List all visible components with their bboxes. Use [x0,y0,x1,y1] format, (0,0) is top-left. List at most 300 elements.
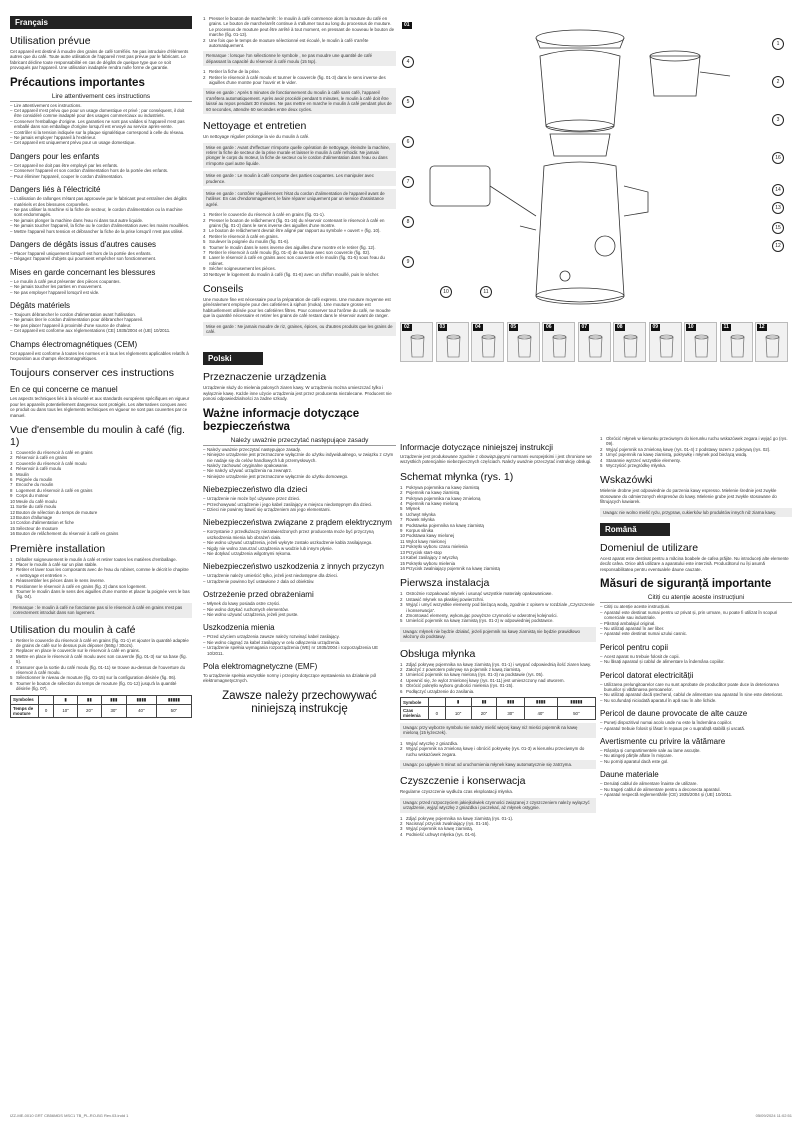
thumbnail-badge: 10 [688,324,694,330]
list-item: 1 Retirer le couvercle du réservoir à café en grains (fig. 01-1). [203,212,325,218]
symbol-cell: ▮ [445,698,471,707]
usage-list [10,638,192,692]
ro-intended-use-text: Acest aparat este destinat pentru a măcina boabele de cafea prăjite. Nu introduceți alte elemente decât cafea. Orice altă utilizare a aparatului este interzisă. Producătorul nu își asumă responsabilitatea pentru eventualele daune cauzate. [600,556,789,572]
list-item: 2 Wyjąć pojemnik na zmieloną kawę (rys. 01-4) z podstawy razem z pokrywą (rys. 02). [600,446,771,452]
list-item: – Nu trageți cablul de alimentare pentru a deconecta aparatul. [600,787,792,792]
list-item: 1 Presser le bouton de marche/arrêt : le moulin à café commence alors la mouture du café en grains. Le bouton de marche/arrêt continue à s'allumer tout au long du processus de mouture. Le processus de mouture peut être arrêté à tout moment, en pressant de nouveau le bouton de marche (fig. 01-13). [203,16,395,38]
list-item: 1 Ostrożnie rozpakować młynek i usunąć wszystkie materiały opakowaniowe. [400,591,553,597]
list-item: – Ne jamais toucher l'appareil, la fiche ou le cordon d'alimentation avec les mains mouillées. [10,223,192,228]
list-item: – Dzieci nie powinny bawić się urządzeniem ani jego elementami. [203,507,396,512]
list-item: 4 Réassembler les pièces dans le sens inverse. [10,578,106,584]
footer-file-info: IZZ-ME-0010 GRT CB56MDS MSC1 TB_PL-RO-BG Rev.03.indd 1 [10,1113,129,1118]
list-item: 4 Upewnić się, że wylot zmielonej kawy (rys. 01-11) jest umieszczony nad otworem. [400,677,565,683]
step-thumbnail [436,322,469,362]
part-item: 8 Podstawka pojemnika na kawę ziarnistą [400,522,484,528]
pl-intended-use-title: Przeznaczenie urządzenia [203,371,327,384]
ro-children-title: Pericol pentru copii [600,642,669,652]
symbol-cell [429,698,446,707]
list-item: 1 Wyjąć wtyczkę z gniazdka. [400,740,459,746]
list-item: 6 Tourner le bouton de sélection du temps de mouture (fig. 01-12) jusqu'à la quantité désirée (fig. 07). [10,680,177,692]
pl-children-title: Niebezpieczeństwo dla dzieci [203,485,308,495]
list-item: 1 Obrócić młynek w kierunku przeciwnym do kierunku ruchu wskazówek zegara i wyjąć go (rys. 09). [600,436,788,447]
material-damage-title: Dégâts matériels [10,300,71,310]
injury-title: Mises en garde concernant les blessures [10,267,156,277]
list-item: – Acest aparat nu trebuie folosit de copii. [600,654,792,659]
part-item: 7 Encoche du moulin [10,482,54,488]
list-item: – Urządzenie należy umieścić tylko, jeżeli jest niedostępne dla dzieci. [203,573,396,578]
list-item: 7 Retirer le réservoir à café moulu (fig. 01-4) de sa base avec son couvercle (fig. 02). [203,250,371,255]
cleaning-text: Un nettoyage régulier prolonge la vie du moulin à café. [203,134,310,140]
tips-text: Une mouture fine est nécessaire pour la préparation de café express. Une mouture moyenne est généralement employée pour des cafetières à siphon (moka). Une mouture grosse est habituellement utilisée pour les cafetières filtres. Pour conserver tout l'arôme du café, ne moudre que la quantité nécessaire et retirer les grains de café restant dans le réservoir avant de ranger. [203,297,391,319]
part-item: 11 Sortie du café moulu [10,504,57,510]
list-item: – Mettre l'appareil hors tension et débrancher la fiche de la prise lorsqu'il n'est pas utilisé. [10,229,192,234]
pl-diagram-title: Schemat młynka (rys. 1) [400,470,514,483]
ro-injury-title: Avertismente cu privire la vătămare [600,736,726,746]
electric-danger-title: Dangers liés à l'électricité [10,185,101,195]
material-damage-list [10,312,192,334]
ro-intended-use-title: Domeniul de utilizare [600,542,699,555]
step-thumbnail [613,322,646,362]
pl-cleaning-steps [400,816,596,838]
list-item: 5 Soulever la poignée du moulin (fig. 01-6). [203,239,290,245]
part-item: 11 Wylot kawy mielonej [400,538,446,544]
list-item: 6 Tourner le moulin dans le sens inverse des aiguilles d'une montre et le retirer (fig. 12). [203,244,376,250]
pl-safety-list [203,447,396,479]
list-item: – Nigdy nie wolno zanurzać urządzenia w wodzie lub innym płynie. [203,546,396,551]
ro-safety-list [600,604,792,636]
other-damage-list [10,251,192,262]
list-item: – Młynek do kawy posiada ostre części. [203,601,396,606]
pl-injury-title: Ostrzeżenie przed obrażeniami [203,590,314,600]
callout-6: 6 [402,136,414,148]
pl-usage-title: Obsługa młynka [400,647,476,660]
callout-2: 2 [772,76,784,88]
table-cell: 30'' [101,704,126,717]
ro-safety-subtitle: Citiți cu atenție aceste instrucțiuni [600,594,792,603]
part-item: 6 Poignée du moulin [10,477,53,483]
list-item: – Należy zachować oryginalne opakowanie. [203,463,396,468]
overview-title: Vue d'ensemble du moulin à café (fig. 1) [10,424,185,449]
list-item: 8 Laver le réservoir à café en grains avec son couvercle et le moulin (fig. 01-5) sous l'eau du robinet. [203,255,385,266]
pl-children-list [203,496,396,512]
list-item: – Conserver l'emballage d'origine. Les garanties ne sont pas valides si l'appareil n'est pas emballé dans son emballage d'origine lorsqu'il est envoyé au service après-vente. [10,119,192,130]
list-item: 2 Założyć z powrotem pokrywę na pojemnik z kawą ziarnistą. [400,666,522,672]
cleaning-note-2: Mise en garde : Le moulin à café comporte des parties coupantes. Les manipuler avec prudence. [203,171,396,186]
list-item: – Nu scufundați niciodată aparatul în apă sau în alte lichide. [600,698,792,703]
emf-title: Champs électromagnétiques (CEM) [10,339,138,349]
list-item: – Nie dotykać urządzenia wilgotnymi rękoma. [203,551,396,556]
list-item: 3 Umieścić pojemnik na kawę mieloną (rys. 01-3) na podstawie (rys. 05). [400,672,544,678]
list-item: 2 Replacer en place le couvercle sur le réservoir à café en grains. [10,648,140,654]
list-item: 2 Retirer le réservoir à café moulu et tourner le couvercle (fig. 01-3) dans le sens inverse des aiguilles d'une montre pour l'ouvrir et le vider. [203,74,386,86]
column-french [10,0,192,1122]
table-cell: 50'' [557,707,595,720]
list-item: 9 Sécher soigneusement les pièces. [203,266,276,272]
callout-1: 1 [772,38,784,50]
list-item: – Dégagez l'appareil d'objets qui pourraient empêcher son fonctionnement. [10,256,192,261]
callout-10: 10 [440,286,452,298]
figure-1-area [400,16,792,316]
list-item: – Aparatul este destinat numai uzului casnic. [600,631,792,636]
table-cell: 10'' [445,707,471,720]
thumbnail-badge: 07 [581,324,588,330]
column-french-polish [203,0,396,1122]
list-item: – Derulați cablul de alimentare înainte de utilizare. [600,781,792,786]
part-item: 1 Pokrywa pojemnika na kawę ziarnistą [400,484,480,490]
pl-electric-title: Niebezpieczeństwa związane z prądem elektrycznym [203,518,392,528]
symbol-cell: ▮▮▮ [497,698,524,707]
list-item: 2 Nacisnąć przycisk zwalniający (rys. 01-16). [400,821,490,827]
pl-tips-text: Mielenie drobne jest odpowiednie do parzenia kawy espresso. Mielenie średnie jest zwykle stosowane do odmierzonych ekspresów do kawy. Mielenie grube jest zwykle stosowane do filtrujących kawiarek. [600,488,777,505]
list-item: 10 Nettoyer le logement du moulin à café (fig. 01-8) avec un chiffon mouillé, puis le sécher. [203,271,380,277]
usage-title: Utilisation du moulin à café [10,623,136,636]
ro-electric-title: Pericol datorat electricității [600,670,694,680]
list-item: – Niniejsze urządzenie jest przeznaczone wyłącznie do użytku indywidualnego, w związku z czym nie nadaje się do celów handlowych lub przemysłowych. [203,452,396,463]
list-item: – Nie wolno używać urządzenia, jeżeli jest puste. [203,612,396,617]
tips-note: Mise en garde : Ne jamais moudre de riz, graines, épices, ou d'autres produits que les grains de café. [203,322,396,337]
callout-5: 5 [402,96,414,108]
part-item: 15 Sélecteur de mouture [10,525,58,531]
thumbnail-badge: 02 [404,324,410,330]
list-item: – Urządzenie nie może być używane przez dzieci. [203,496,396,501]
children-danger-list [10,163,192,179]
list-item: – Ne jamais toucher les parties en mouvement. [10,284,192,289]
thumbnail-badge: 04 [475,324,481,330]
thumbnail-badge: 12 [759,324,765,330]
list-item: – Nie wolno używać urządzenia, jeżeli wykryte zostało uszkodzenie kabla zasilającego. [203,540,396,545]
part-item: 5 Młynek [400,506,420,512]
pl-after-use-list [400,741,596,757]
ro-material-list [600,781,792,797]
list-item: – Cet appareil n'est prévu que pour un usage domestique et privé ; par conséquent, il doit être considéré comme inadapté pour des usages commerciaux ou industriels. [10,108,192,119]
ro-material-title: Daune materiale [600,770,659,780]
symbol-cell: ▮▮ [471,698,497,707]
pl-about-manual-text: Urządzenie jest produkowane zgodnie z obowiązującymi normami europejskimi i jest chronione we wszystkich potencjalnie niebezpiecznych częściach. Należy uważnie przeczytać instrukcję obsługi. [400,454,592,465]
part-item: 14 Kabel zasilający z wtyczką [400,555,458,561]
list-item: 1 Déballer soigneusement le moulin à café et retirer toutes les matières d'emballage. [10,556,177,562]
part-item: 4 Pojemnik na kawę mieloną [400,501,459,507]
polish-romanian [600,436,792,797]
table-header: Symboles [11,695,39,704]
tips-title: Conseils [203,283,244,296]
usage-note: Remarque : lorsque l'on sélectionne le symbole , ne pas moudre une quantité de café dépassant la capacité du réservoir à café moulu (15 tsp). [203,51,396,66]
pl-emf-title: Pola elektromagnetyczne (EMF) [203,662,318,672]
pl-first-install-list [400,591,596,623]
table-cell: 0 [39,704,54,717]
part-item: 13 Bouton d'allumage [10,514,53,520]
list-item: – Conserver l'appareil et son cordon d'alimentation hors de la portée des enfants. [10,168,192,173]
pl-auto-stop-note: Uwaga: po upływie 5 minut od uruchomienia młynek kawy automatycznie się zatrzyma. [400,760,596,769]
list-item: 2 Ustawić młynek na płaskiej powierzchni. [400,596,485,602]
list-item: – Korzystanie z przedłużaczy niezatwierdzonych przez producenta może być przyczyną uszkodzenia mienia lub obrażeń ciała. [203,529,396,540]
callout-9: 9 [402,256,414,268]
part-item: 2 Pojemnik na kawę ziarnistą [400,490,460,496]
table-cell: 50'' [156,704,191,717]
part-item: 9 Korpus silnika [400,528,434,534]
list-item: – Contrôler si la tension indiquée sur la plaque signalétique correspond à celle du réseau. [10,130,192,135]
list-item: – Nie wolno ciągnąć za kabel zasilający w celu odłączenia urządzenia. [203,640,396,645]
pl-safety-title: Ważne informacje dotyczące bezpieczeństwa [203,407,360,433]
part-item: 5 Moulin [10,471,29,477]
callout-14: 14 [772,184,784,196]
part-item: 14 Cordon d'alimentation et fiche [10,520,74,526]
first-install-note: Remarque : le moulin à café ne fonctionne pas si le réservoir à café en grains n'est pas correctement introduit dans son logement. [10,603,192,618]
pl-cleaning-note: Uwaga: przed rozpoczęciem jakiejkolwiek czynności związanej z czyszczeniem należy wyłączyć urządzenie, wyjąć wtyczkę z gniazdka i poczekać, aż młynek ostygnie. [400,798,596,813]
column-figures-polish-romanian [400,0,792,1122]
cleaning-title: Nettoyage et entretien [203,120,307,133]
pl-usage-note: Uwaga: przy wyborze symbolu nie należy mielić więcej kawy niż mieści pojemnik na kawę mieloną (15 łyżeczek). [400,723,596,738]
intended-use-text: Cet appareil est destiné à moudre des grains de café torréfiés. Ne pas introduire d'éléments autres que du café. Toute autre utilisation de l'appareil n'est pas prévue par le fabricant. Le fabricant décline toute responsabilité en cas de dégâts de quelque type que ce soit provoqués par l'appareil. Une utilisation inadaptée rendra nulle forme de garantie. [10,49,189,71]
list-item: – Aparatul respectă reglementările (CE) 1935/2004 și (UE) 10/2011. [600,792,792,797]
callout-16: 16 [772,152,784,164]
cleaning-note-1: Mise en garde : Avant d'effectuer n'importe quelle opération de nettoyage, éteindre la machine, retirer la fiche de secteur de la prise murale et laisser le moulin à café refroidir. Ne jamais plonger le corps du moteur, la fiche de secteur ou le cordon d'alimentation dans l'eau ou dans n'importe quel autre liquide. [203,143,396,169]
cleaning-note-3: Mise en garde : contrôler régulièrement l'état du cordon d'alimentation de l'appareil avant de l'utiliser. En cas d'endommagement, le faire réparer uniquement par un service d'assistance agréé. [203,189,396,209]
list-item: 5 Obrócić pokrętło wyboru grubości mielenia (rys. 01-15). [400,683,514,689]
table-cell: 40'' [524,707,557,720]
list-item: 5 Wyczyścić przegródkę młynka. [600,463,666,469]
table-cell: 20'' [77,704,101,717]
list-item: 2 Une fois que le temps de mouture sélectionné est écoulé, le moulin à café s'arrête automatiquement. [203,37,369,49]
list-item: 5 Positionner le réservoir à café en grains (fig. 2) dans son logement. [10,583,147,589]
thumbnail-badge: 09 [652,324,659,330]
list-item: – Le moulin à café peut présenter des pièces coupantes. [10,279,192,284]
step-thumbnail [542,322,575,362]
callout-12: 12 [772,240,784,252]
part-item: 16 Przycisk zwalniający pojemnik na kawę ziarnistą [400,565,500,571]
emf-text: Cet appareil est conforme à toutes les normes et à tous les règlements applicables relatifs à l'exposition aux champs électromagnétiques. [10,350,189,361]
safety-subtitle: Lire attentivement ces instructions [10,93,192,102]
symbol-cell: ▮▮▮ [101,695,126,704]
overheat-note: Mise en garde : Après 5 minutes de fonctionnement du moulin à café sans café, l'appareil s'arrêtera automatiquement. Après avoir procédé pendant 5 minutes, le moulin à café doit être laissé au repos pendant 30 minutes. Ne pas mettre en marche le moulin à café pendant plus de 60 secondes, attendre 60 secondes entre deux cycles. [203,88,396,114]
list-item: – Nie należy używać urządzenia na zewnątrz. [203,468,396,473]
parts-list [10,450,192,537]
list-item: 3 Umyć pojemnik na kawę ziarnistą, pokrywkę i młynek pod bieżącą wodą. [600,452,748,458]
pl-safety-subtitle: Należy uważnie przeczytać następujące zasady [203,437,396,446]
lang-header-romanian: Română [600,523,670,536]
symbol-cell [39,695,54,704]
pl-injury-list [203,601,396,617]
part-item: 16 Bouton de relâchement du réservoir à café en grains [10,531,119,537]
list-item: 3 Retirer et laver tous les composants avec de l'eau du robinet, comme le décrit le chapitre « nettoyage et entretien ». [10,567,189,578]
manual-title: En ce qui concerne ce manuel [10,385,118,395]
thumbnail-badge: 08 [617,324,623,330]
safety-list [10,103,192,146]
children-danger-title: Dangers pour les enfants [10,151,100,161]
ro-injury-list [600,748,792,764]
list-item: – Ne jamais employer l'appareil à l'extérieur. [10,135,192,140]
list-item: 4 S'assurer que la sortie du café moulu (fig. 01-11) se trouve au-dessus de l'ouverture du réservoir à café moulu. [10,664,186,676]
list-item: 6 Podłączyć urządzenie do zasilania. [400,688,475,694]
table-cell: 0 [429,707,446,720]
list-item: – Utilizarea prelungitoarelor care nu sunt aprobate de producător poate duce la deteriorarea bunurilor și vătămarea persoanelor. [600,682,792,693]
thumbnail-badge: 03 [439,324,446,330]
thumbnail-badge: 05 [510,324,517,330]
first-install-title: Première installation [10,542,106,555]
manual-text: Les aspects techniques liés à la sécurité et aux standards européens spécifiques en vigueur pour les appareils potentiellement dangereux sont protégés. Les alternatives conçues avec ce produit ou dans tous les règlements techniques en vigueur ne sont pas couvertes par ce manuel. [10,396,190,418]
pl-other-damage-list [203,573,396,584]
callout-3: 3 [772,114,784,126]
pl-keep-instructions: Zawsze należy przechowywać niniejszą instrukcję [222,689,377,715]
pl-cleaning-text: Regularne czyszczenie wydłuża czas eksploatacji młynka. [400,789,513,795]
list-item: – Ne pas utiliser la machine si la fiche de secteur, le cordon d'alimentation ou la machine sont endommagés. [10,207,192,218]
ro-other-damage-list [600,720,792,731]
pl-intended-use-text: Urządzenie służy do mielenia palonych ziaren kawy. W urządzeniu można umieszczać tylko i wyłącznie kawę. Każde inne użycie urządzenia jest przez producenta niezalecane. Producent nie ponosi odpowiedzialności za żadne szkody. [203,385,392,402]
list-item: – Przechowywać urządzenie i jego kabel zasilający w miejscu niedostępnym dla dzieci. [203,502,396,507]
first-install-list [10,557,192,600]
list-item: 4 Podnieść uchwyt młynka (rys. 01-6). [400,831,477,837]
footer-timestamp: 05/09/2024 11:02:51 [755,1113,792,1118]
table-header: Symbole [401,698,429,707]
pl-cleaning-steps-continued [600,436,792,468]
list-item: 5 Umieścić pojemnik na kawę ziarnistą (rys. 01-2) w odpowiedniej podstawce. [400,618,554,624]
list-item: 3 Wyjąć i umyć wszystkie elementy pod bieżącą wodą, zgodnie z opisem w rozdziale „Czyszczenie i konserwacja”. [400,602,595,613]
list-item: 2 Presser le bouton de relâchement (fig. 01-16) du réservoir contenant le réservoir à café en grains (fig. 01-2) dans le sens inverse des aiguilles d'une montre. [203,217,385,228]
list-item: 4 Starannie wytrzeć wszystkie elementy. [600,457,681,463]
list-item: 1 Retirer la fiche de la prise. [203,69,261,75]
list-item: 2 Wyjąć pojemnik na zmieloną kawę i obrócić pokrywkę (rys. 01-3) w kierunku przeciwnym do ruchu wskazówek zegara. [400,746,585,757]
list-item: – Nu lăsați aparatul și cablul de alimentare la îndemâna copiilor. [600,659,792,664]
usage-continued-list [203,16,396,48]
part-item: 3 Pokrywa pojemnika na kawę zmieloną [400,495,481,501]
pl-first-install-title: Pierwsza instalacja [400,577,490,590]
list-item: – L'utilisation de rallonges n'étant pas approuvée par le fabricant peut entraîner des dégâts matériels et des blessures corporelles. [10,196,192,207]
step-thumbnail [400,322,433,362]
ro-safety-title: Măsuri de siguranță importante [600,578,772,591]
symbol-cell: ▮▮▮▮▮ [557,698,595,707]
step-thumbnail [684,322,717,362]
list-item: – Păstrați ambalajul original. [600,621,792,626]
coffee-grinder-exploded-drawing [400,16,792,316]
list-item: 1 Zdjąć pokrywę pojemnika na kawę ziarnistą (rys. 01-1). [400,815,514,821]
list-item: – Ne pas placer l'appareil à proximité d'une source de chaleur. [10,323,192,328]
list-item: – Placer l'appareil uniquement lorsqu'il est hors de la portée des enfants. [10,251,192,256]
list-item: – Urządzenie spełnia wymagania rozporządzenia (WE) nr 1935/2004 i rozporządzenia UE 10/2011. [203,645,396,656]
pl-about-manual-title: Informacje dotyczące niniejszej instrukcji [400,442,554,452]
table-cell: 30'' [497,707,524,720]
pl-tips-title: Wskazówki [600,474,653,487]
part-item: 12 Pokrętło wyboru czasu mielenia [400,544,468,550]
pl-first-install-note: Uwaga: młynek nie będzie działać, jeżeli pojemnik na kawę ziarnistą nie będzie prawidłowo włożony do podstawy. [400,627,596,642]
list-item: – Przed użyciem urządzenia zawsze należy rozwinąć kabel zasilający. [203,634,396,639]
list-item: – Pour éliminer l'appareil, couper le cordon d'alimentation. [10,174,192,179]
polish-continued [400,436,596,837]
thumbnail-badge: 06 [546,324,552,330]
list-item: 4 Zmontować elementy, wykonując powyższe czynności w odwrotnej kolejności. [400,612,558,618]
step-thumbnail [507,322,540,362]
table-cell: 10'' [54,704,78,717]
symbol-cell: ▮▮▮▮ [126,695,156,704]
list-item: – Ne jamais plonger la machine dans l'eau ni dans tout autre liquide. [10,218,192,223]
part-item: 4 Réservoir à café moulu [10,466,62,472]
list-item: – Aparatul trebuie folosit și lăsat în repaus pe o suprafață stabilă și uscată. [600,726,792,731]
ro-children-list [600,654,792,665]
symbol-cell: ▮▮ [77,695,101,704]
grind-time-table-pl [400,697,596,720]
symbol-cell: ▮ [54,695,78,704]
callout-11: 11 [480,286,492,298]
pl-electric-list [203,529,396,556]
list-item: 4 Retirer le réservoir à café en grains. [203,233,279,239]
grind-time-table-fr [10,695,192,718]
part-item: 9 Corps du moteur [10,493,49,499]
list-item: – Ne jamais tirer le cordon d'alimentation pour débrancher l'appareil. [10,317,192,322]
list-item: – Râșnița și compartimentele sale au lame ascuțite. [600,748,792,753]
step-thumbnail [755,322,788,362]
part-item: 10 Meule du café moulu [10,498,57,504]
part-item: 10 Podstawa kawy mielonej [400,533,455,539]
symbol-cell: ▮▮▮▮▮ [156,695,191,704]
list-item: – Cet appareil est conforme aux réglementations (CE) 1935/2004 et (UE) 10/2011. [10,328,192,333]
list-item: 5 Sélectionner le niveau de mouture (fig. 01-15) sur la configuration désirée (fig. 06). [10,675,177,681]
list-item: – Niniejsze urządzenie jest przeznaczone wyłącznie do użytku domowego. [203,474,396,479]
list-item: – Citiți cu atenție aceste instrucțiuni. [600,604,792,609]
step-thumbnail [471,322,504,362]
callout-8: 8 [402,216,414,228]
part-item: 15 Pokrętło wyboru mielenia [400,560,456,566]
pl-cleaning-title: Czyszczenie i konserwacja [400,775,526,788]
list-item: 3 Mettre en place le réservoir à café moulu avec son couvercle (fig. 01-3) sur sa base (fig. 5). [10,653,187,665]
keep-instructions-title: Toujours conserver ces instructions [10,367,174,380]
part-item: 7 Rowek młynka [400,517,435,523]
list-item: 1 Zdjąć pokrywę pojemnika na kawę ziarnistą (rys. 01-1) i wsypać odpowiednią ilość ziaren kawy. [400,661,592,667]
part-item: 2 Réservoir à café en grains [10,455,68,461]
intended-use-title: Utilisation prévue [10,35,91,47]
list-item: – Nu utilizați aparatul în aer liber. [600,626,792,631]
part-item: 8 Logement du réservoir à café en grains [10,487,93,493]
callout-15: 15 [772,222,784,234]
list-item: – Ne pas employer l'appareil lorsqu'il est vide. [10,290,192,295]
after-use-list [203,69,396,85]
part-item: 6 Uchwyt młynka [400,511,436,517]
list-item: – Nu utilizați aparatul dacă ștecherul, cablul de alimentare sau aparatul în sine este deteriorat. [600,692,792,697]
electric-danger-list [10,196,192,234]
list-item: – Puneți dispozitivul numai acolo unde nu este la îndemâna copiilor. [600,720,792,725]
list-item: – Cet appareil ne doit pas être employé par les enfants. [10,163,192,168]
lang-header-polish: Polski [203,352,263,365]
other-damage-title: Dangers de dégâts issus d'autres causes [10,239,157,249]
list-item: 6 Tourner le moulin dans le sens des aiguilles d'une montre et placer la poignée vers le bas (fig. 04). [10,588,190,600]
cleaning-steps [203,212,396,277]
pl-emf-text: To urządzenie spełnia wszystkie normy i przepisy dotyczące wystawienia na działanie pól elektromagnetycznych. [203,673,377,684]
step-thumbnail [578,322,611,362]
list-item: – Toujours débrancher le cordon d'alimentation avant l'utilisation. [10,312,192,317]
list-item: – Aparatul este destinat numai pentru uz privat și, prin urmare, nu poate fi utilizat în scopuri comerciale sau industriale. [600,610,792,621]
part-item: 1 Couvercle du réservoir à café en grains [10,450,93,456]
table-header: Temps de mouture [11,704,39,717]
part-item: 12 Bouton de sélection du temps de mouture [10,509,98,515]
ro-other-damage-title: Pericol de daune provocate de alte cauze [600,709,748,719]
part-item: 13 Przycisk start-stop [400,549,442,555]
ro-electric-list [600,682,792,704]
list-item: – Nie wolno dotykać ruchomych elementów. [203,607,396,612]
list-item: 1 Retirer le couvercle du réservoir à café en grains (fig. 01-1) et ajouter la quantité adaptée de grains de café sur le dessus puis déposer (560g / 30ozs). [10,637,189,648]
list-item: – Nu atingeți părțile aflate în mișcare. [600,753,792,758]
pl-material-list [203,634,396,656]
part-item: 3 Couvercle du réservoir à café moulu [10,460,87,466]
pl-usage-list [400,662,596,694]
callout-13: 13 [772,202,784,214]
table-cell: 20'' [471,707,497,720]
pl-tips-note: Uwaga: nie wolno mielić ryżu, przypraw, cukierków lub produktów innych niż ziarna kawy. [600,508,792,517]
thumbnail-badge: 11 [723,324,729,330]
safety-title: Précautions importantes [10,76,145,89]
callout-4: 4 [402,56,414,68]
list-item: 2 Placer le moulin à café sur un plan stable. [10,561,98,567]
list-item: – Cet appareil est uniquement prévu pour un usage domestique. [10,140,192,145]
pl-parts-list [400,485,596,572]
pl-other-damage-title: Niebezpieczeństwo uszkodzenia z innych przyczyn [203,562,384,572]
step-thumbnail [649,322,682,362]
